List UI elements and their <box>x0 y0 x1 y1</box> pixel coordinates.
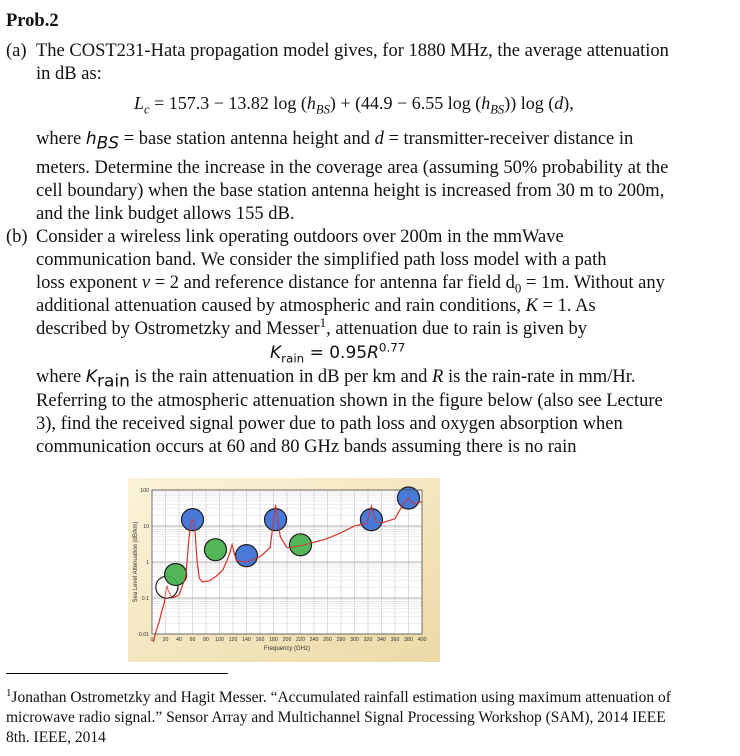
cost231-hata-formula: $L_c = 157.3 - 13.82$ $\log (h_{BS}) + (44.9 - 6.55$ $\log (h_{BS})$) log (d), <box>134 93 574 117</box>
x-tick-label: 40 <box>176 637 182 643</box>
x-tick-label: 120 <box>228 637 238 643</box>
part-b-where-line: where $K_{rain}$ is the rain attenuation in dB per km and R is the rain-rate in mm/Hr. <box>36 367 636 392</box>
x-tick-label: 300 <box>350 637 359 643</box>
x-tick-label: 180 <box>269 637 278 643</box>
problem-title: Prob.2 <box>6 11 59 31</box>
x-tick-label: 340 <box>377 637 386 643</box>
x-tick-label: 240 <box>309 637 319 643</box>
x-tick-label: 200 <box>282 637 292 643</box>
x-tick-label: 260 <box>323 637 332 643</box>
part-b-line-1: Consider a wireless link operating outdoors over 200m in the mmWave <box>36 227 564 247</box>
x-tick-label: 400 <box>417 637 427 643</box>
part-b-marker: (b) <box>6 227 28 247</box>
footnote-line-2: microwave radio signal.” Sensor Array and Multichannel Signal Processing Workshop (SAM), 2014 IEEE <box>6 709 666 726</box>
x-tick-label: 320 <box>363 637 373 643</box>
atmospheric-attenuation-chart <box>128 478 440 662</box>
x-tick-label: 100 <box>215 637 224 643</box>
part-a-marker: (a) <box>6 41 27 61</box>
part-a-line-2: in dB as: <box>36 64 102 84</box>
highlight-circle <box>265 509 287 531</box>
part-b-line-3: loss exponent v = 2 and reference distance for antenna far field $d_0 = 1m$. Without any <box>36 273 665 296</box>
x-tick-label: 280 <box>336 637 346 643</box>
x-tick-label: 0 <box>150 637 154 643</box>
x-tick-label: 380 <box>404 637 413 643</box>
chart-ylabel: Sea Level Attenuation (dB/km) <box>133 521 139 603</box>
highlight-circle <box>204 539 226 561</box>
chart-xlabel: Frequency (GHz) <box>263 646 311 652</box>
y-tick-label: 100 <box>140 488 149 494</box>
x-tick-label: 360 <box>390 637 400 643</box>
x-tick-label: 160 <box>255 637 265 643</box>
y-tick-label: 0.1 <box>141 596 149 602</box>
part-b-line-10: communication occurs at 60 and 80 GHz bands assuming there is no rain <box>36 437 577 457</box>
part-a-line-4: meters. Determine the increase in the coverage area (assuming 50% probability at the <box>36 158 669 178</box>
part-b-line-8: Referring to the atmospheric attenuation shown in the figure below (also see Lecture <box>36 391 663 411</box>
part-b-line-4: additional attenuation caused by atmospheric and rain conditions, K = 1. As <box>36 296 596 316</box>
x-tick-label: 140 <box>242 637 251 643</box>
highlight-circle <box>290 534 312 556</box>
footnote-line-3: 8th. IEEE, 2014 <box>6 729 106 746</box>
footnote-line-1: $^1$Jonathan Ostrometzky and Hagit Messer. “Accumulated rainfall estimation using maximum attenuation of <box>6 686 671 706</box>
x-tick-label: 220 <box>296 637 305 643</box>
highlight-circle <box>360 509 382 531</box>
part-a-line-6: and the link budget allows 155 dB. <box>36 204 295 224</box>
highlight-circle <box>236 545 258 567</box>
rain-attenuation-formula: $K_{rain} = 0.95R^{0.77}$ <box>270 340 406 366</box>
x-tick-label: 80 <box>203 637 209 643</box>
part-a-where-line: where $h_{BS}$ = base station antenna height and d = transmitter-receiver distance in <box>36 129 634 154</box>
part-a-line-1: The COST231-Hata propagation model gives, for 1880 MHz, the average attenuation <box>36 41 669 61</box>
x-tick-label: 60 <box>189 637 196 643</box>
part-b-line-5: described by Ostrometzky and Messer$^1$, attenuation due to rain is given by <box>36 314 588 339</box>
x-tick-label: 20 <box>162 637 169 643</box>
part-b-line-2: communication band. We consider the simplified path loss model with a path <box>36 250 607 270</box>
footnote-rule <box>6 673 228 674</box>
part-a-line-5: cell boundary) when the base station antenna height is increased from 30 m to 200m, <box>36 181 665 201</box>
y-tick-label: 1 <box>146 560 149 566</box>
y-tick-label: 0.01 <box>138 632 149 638</box>
y-tick-label: 10 <box>143 524 149 530</box>
part-b-line-9: 3), find the received signal power due to path loss and oxygen absorption when <box>36 414 623 434</box>
